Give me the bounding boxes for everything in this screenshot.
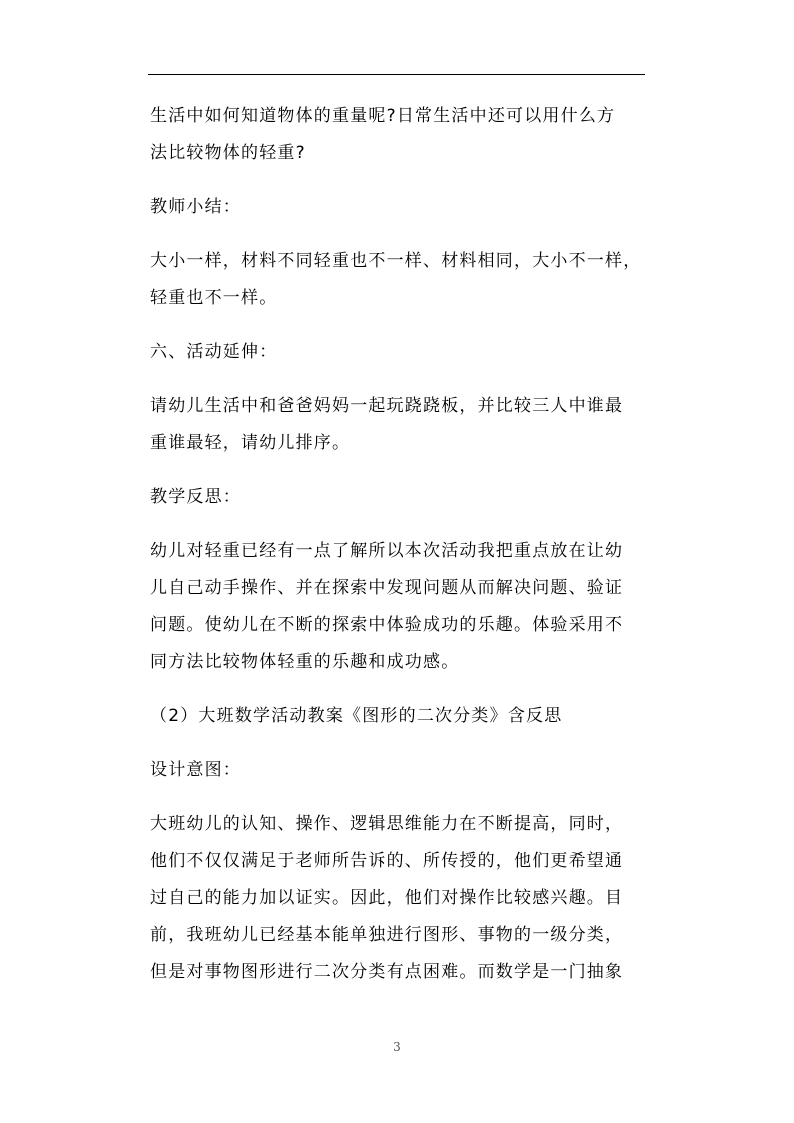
text-line: 教学反思： xyxy=(150,487,241,507)
document-body xyxy=(150,98,650,991)
text-line: 大小一样，材料不同轻重也不一样、材料相同，大小不一样， xyxy=(150,251,642,271)
paragraph xyxy=(150,243,650,317)
paragraph xyxy=(150,189,650,226)
text-line: 过自己的能力加以证实。因此，他们对操作比较感兴趣。目 xyxy=(150,888,624,908)
text-line: （2）大班数学活动教案《图形的二次分类》含反思 xyxy=(150,706,563,726)
text-line: 轻重也不一样。 xyxy=(150,288,278,308)
text-line: 同方法比较物体轻重的乐趣和成功感。 xyxy=(150,652,460,672)
text-line: 设计意图： xyxy=(150,760,241,780)
section-heading xyxy=(150,752,650,789)
text-line: 但是对事物图形进行二次分类有点困难。而数学是一门抽象 xyxy=(150,962,624,982)
paragraph xyxy=(150,388,650,462)
text-line: 重谁最轻，请幼儿排序。 xyxy=(150,433,351,453)
text-line: 他们不仅仅满足于老师所告诉的、所传授的，他们更希望通 xyxy=(150,851,624,871)
text-line: 大班幼儿的认知、操作、逻辑思维能力在不断提高，同时， xyxy=(150,814,624,834)
paragraph xyxy=(150,806,650,991)
text-line: 问题。使幼儿在不断的探索中体验成功的乐趣。体验采用不 xyxy=(150,615,624,635)
page-number: 3 xyxy=(393,1040,401,1054)
text-line: 儿自己动手操作、并在探索中发现问题从而解决问题、验证 xyxy=(150,578,624,598)
text-line: 教师小结： xyxy=(150,197,241,217)
text-line: 幼儿对轻重已经有一点了解所以本次活动我把重点放在让幼 xyxy=(150,541,624,561)
text-line: 六、活动延伸： xyxy=(150,342,278,362)
text-line: 法比较物体的轻重? xyxy=(150,143,306,163)
section-title xyxy=(150,698,650,735)
header-rule xyxy=(148,74,645,75)
text-line: 请幼儿生活中和爸爸妈妈一起玩跷跷板，并比较三人中谁最 xyxy=(150,396,624,416)
paragraph xyxy=(150,98,650,172)
section-heading xyxy=(150,479,650,516)
text-line: 生活中如何知道物体的重量呢?日常生活中还可以用什么方 xyxy=(150,106,616,126)
text-line: 前，我班幼儿已经基本能单独进行图形、事物的一级分类， xyxy=(150,925,624,945)
paragraph xyxy=(150,533,650,681)
section-heading xyxy=(150,334,650,371)
